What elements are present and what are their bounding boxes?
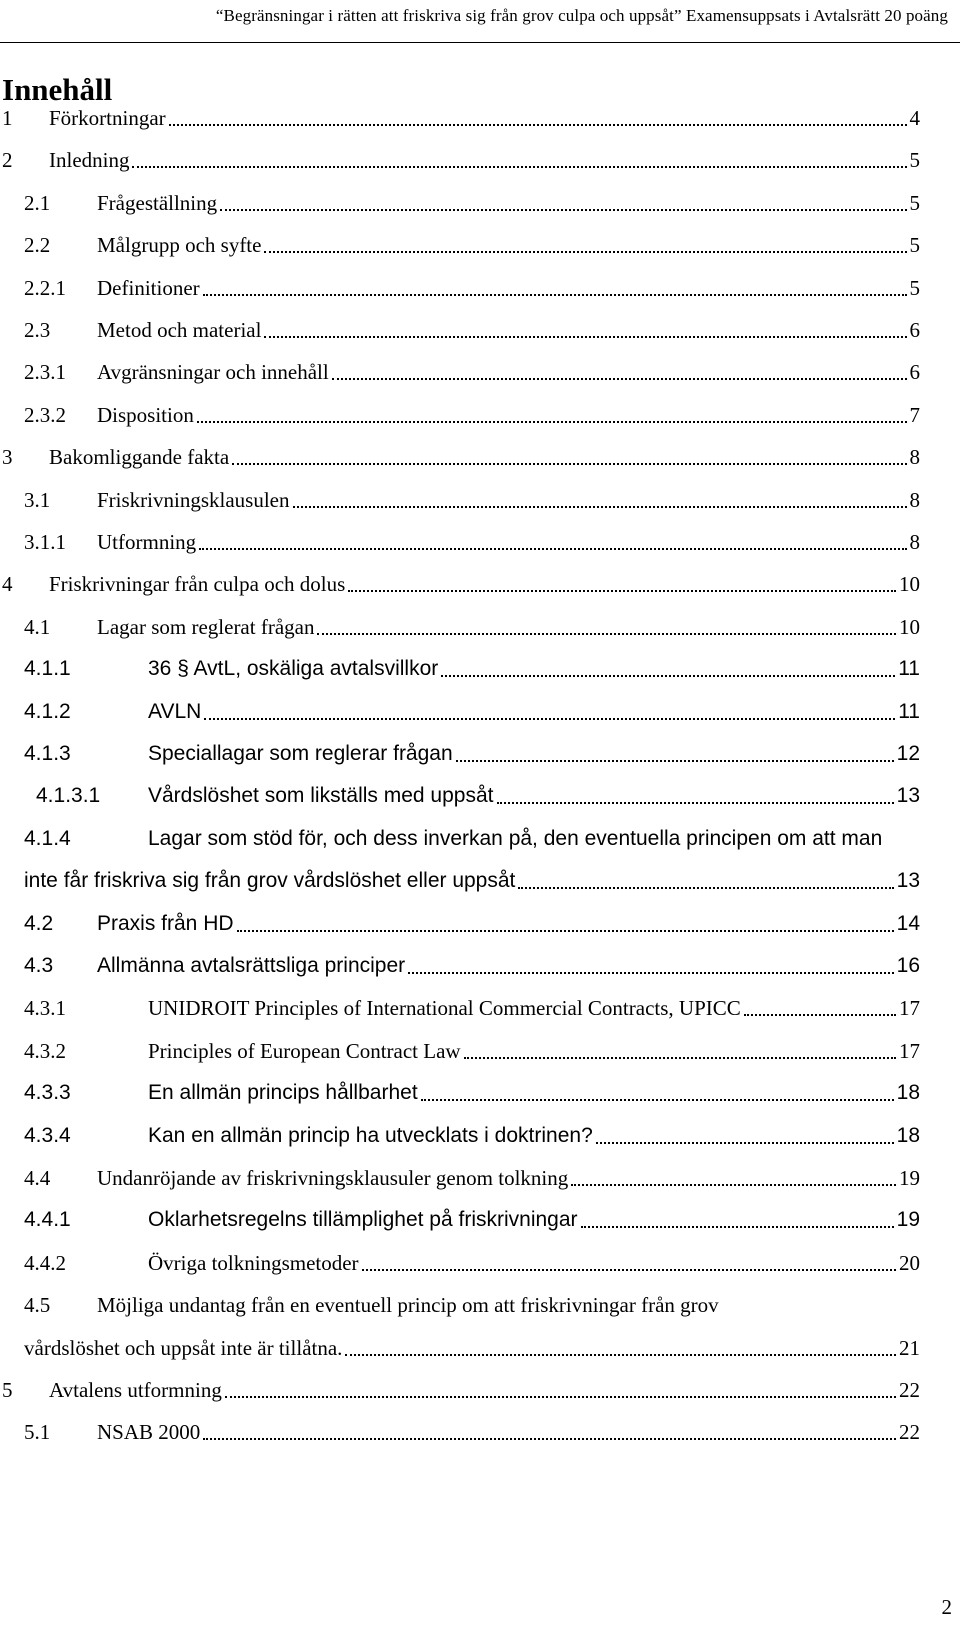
toc-entry-page: 6 [909,318,920,342]
toc-entry-page: 11 [898,657,920,680]
toc-entry-title: Frågeställning [97,191,218,215]
toc-entry[interactable] [0,863,960,899]
toc-entry[interactable] [0,100,960,136]
toc-entry-page: 17 [899,1039,920,1063]
toc-entry-page: 13 [896,784,920,807]
toc-entry-title: Kan en allmän princip ha utvecklats i doktrinen? [148,1124,593,1147]
toc-entry-title: Målgrupp och syfte [97,233,262,257]
toc-entry-title: Inledning [49,148,130,172]
toc-entry-page: 7 [909,403,920,427]
toc-entry[interactable] [0,1372,960,1408]
toc-entry-title: Friskrivningsklausulen [97,488,290,512]
toc-entry-title: Övriga tolkningsmetoder [148,1251,359,1275]
toc-entry-title: En allmän princips hållbarhet [148,1081,418,1104]
toc-entry[interactable] [0,906,960,942]
toc-entry-title: Principles of European Contract Law [148,1039,461,1063]
toc-entry-page: 8 [909,488,920,512]
toc-entry-number: 3.1 [24,488,51,512]
toc-entry-page: 5 [909,276,920,300]
toc-entry-page: 8 [909,445,920,469]
toc-entry[interactable] [0,1414,960,1450]
toc-entry-title: Oklarhetsregelns tillämplighet på friskrivningar [148,1208,578,1231]
toc-entry-number: 4.4.2 [24,1251,66,1275]
toc-entry-number: 4.1.4 [24,827,71,850]
toc-entry-page: 10 [899,615,920,639]
toc-entry-title: UNIDROIT Principles of International Commercial Contracts, UPICC [148,996,741,1020]
toc-entry-number: 4.1.3.1 [36,784,101,807]
toc-entry-page: 8 [909,530,920,554]
toc-entry-title: Definitioner [97,276,200,300]
toc-entry-page: 16 [896,954,920,977]
toc-entry[interactable] [0,482,960,518]
toc-entry[interactable] [0,694,960,730]
toc-entry-page: 4 [909,106,920,130]
toc-entry-number: 2 [2,148,13,172]
toc-entry-title: Disposition [97,403,194,427]
toc-entry-number: 3 [2,445,13,469]
toc-entry[interactable] [0,354,960,390]
toc-entry-number: 4.1.1 [24,657,71,680]
toc-entry-page: 11 [898,700,920,723]
toc-entry-page: 22 [899,1420,920,1444]
toc-entry-title: Avtalens utformning [49,1378,222,1402]
toc-entry-number: 4.1.3 [24,742,71,765]
toc-entry-title: Praxis från HD [97,912,234,935]
toc-entry-page: 13 [896,869,920,892]
toc-entry-number: 3.1.1 [24,530,66,554]
header-text: “Begränsningar i rätten att friskriva sig från grov culpa och uppsåt” Examensuppsats i Avtalsrätt 20 poäng [215,6,948,25]
toc-entry[interactable] [0,1245,960,1281]
toc-entry-number: 5.1 [24,1420,51,1444]
toc-entry[interactable] [0,1033,960,1069]
toc-entry-title: NSAB 2000 [97,1420,201,1444]
toc-entry-page: 21 [899,1336,920,1360]
toc-entry-title: AVLN [148,700,202,723]
toc-entry-page: 6 [909,360,920,384]
toc-entry-page: 12 [896,742,920,765]
toc-entry-title: Förkortningar [49,106,166,130]
toc-entry-page: 14 [896,912,920,935]
toc-entry[interactable] [0,948,960,984]
toc-entry-title: Avgränsningar och innehåll [97,360,329,384]
toc-entry-page: 18 [896,1081,920,1104]
toc-entry-title: Lagar som reglerat frågan [97,615,315,639]
toc-entry-page: 5 [909,233,920,257]
toc-entry-number: 4.3.3 [24,1081,71,1104]
toc-entry-page: 5 [909,191,920,215]
toc-entry[interactable] [0,1075,960,1111]
toc-entry-page: 10 [899,572,920,596]
toc-entry-number: 2.1 [24,191,51,215]
toc-entry-title: Möjliga undantag från en eventuell princip om att friskrivningar från grov [97,1293,719,1317]
toc-entry-number: 4.3.4 [24,1124,71,1147]
toc-entry-page: 19 [899,1166,920,1190]
toc-entry-number: 4.4.1 [24,1208,71,1231]
toc-title: Innehåll [2,72,113,107]
toc-entry-title: Speciallagar som reglerar frågan [148,742,453,765]
toc-entry[interactable] [0,778,960,814]
toc-entry[interactable] [0,312,960,348]
toc-entry-title: Allmänna avtalsrättsliga principer [97,954,406,977]
toc-entry[interactable] [0,142,960,178]
page-number: 2 [941,1595,952,1619]
toc-entry-number: 2.2.1 [24,276,66,300]
toc-entry[interactable] [0,185,960,221]
toc-entry[interactable] [0,397,960,433]
toc-entry-number: 4 [2,572,13,596]
toc-entry-number: 4.1.2 [24,700,71,723]
toc-entry-number: 1 [2,106,13,130]
toc-entry[interactable] [0,227,960,263]
toc-entry-title: Lagar som stöd för, och dess inverkan på, den eventuella principen om att man [148,827,883,850]
toc-entry-number: 2.3.2 [24,403,66,427]
toc-entry-number: 2.2 [24,233,51,257]
toc-entry-title: vårdslöshet och uppsåt inte är tillåtna. [24,1336,343,1360]
toc-entry[interactable] [0,990,960,1026]
toc-entry-title: Metod och material [97,318,262,342]
toc-entry-title: Bakomliggande fakta [49,445,230,469]
toc-entry-page: 5 [909,148,920,172]
toc-entry-page: 19 [896,1208,920,1231]
toc-entry-title: Vårdslöshet som likställs med uppsåt [148,784,494,807]
toc-entry-number: 4.3.1 [24,996,66,1020]
toc-entry-number: 4.4 [24,1166,51,1190]
toc-entry-title: Utformning [97,530,197,554]
toc-entry[interactable] [0,821,960,857]
toc-entry[interactable] [0,1118,960,1154]
toc-entry-number: 4.3.2 [24,1039,66,1063]
toc-entry-title: Undanröjande av friskrivningsklausuler genom tolkning [97,1166,569,1190]
toc-entry[interactable] [0,736,960,772]
toc-entry-page: 22 [899,1378,920,1402]
toc-entry-title: Friskrivningar från culpa och dolus [49,572,346,596]
toc-entry-number: 2.3.1 [24,360,66,384]
toc-entry-number: 4.5 [24,1293,51,1317]
toc-entry[interactable] [0,524,960,560]
toc-entry[interactable] [0,1202,960,1238]
toc-entry-page: 17 [899,996,920,1020]
toc-entry[interactable] [0,1287,960,1323]
toc-entry[interactable] [0,651,960,687]
toc-entry[interactable] [0,439,960,475]
toc-entry-number: 4.1 [24,615,51,639]
toc-entry-number: 4.2 [24,912,54,935]
toc-entry-title: 36 § AvtL, oskäliga avtalsvillkor [148,657,439,680]
toc-entry[interactable] [0,1330,960,1366]
toc-entry-number: 4.3 [24,954,54,977]
toc-entry[interactable] [0,566,960,602]
toc-entry[interactable] [0,270,960,306]
toc-entry[interactable] [0,609,960,645]
toc-entry-number: 5 [2,1378,13,1402]
toc-entry-page: 18 [896,1124,920,1147]
toc-entry-page: 20 [899,1251,920,1275]
toc-entry-number: 2.3 [24,318,51,342]
toc-entry[interactable] [0,1160,960,1196]
toc-entry-title: inte får friskriva sig från grov vårdslöshet eller uppsåt [24,869,516,892]
